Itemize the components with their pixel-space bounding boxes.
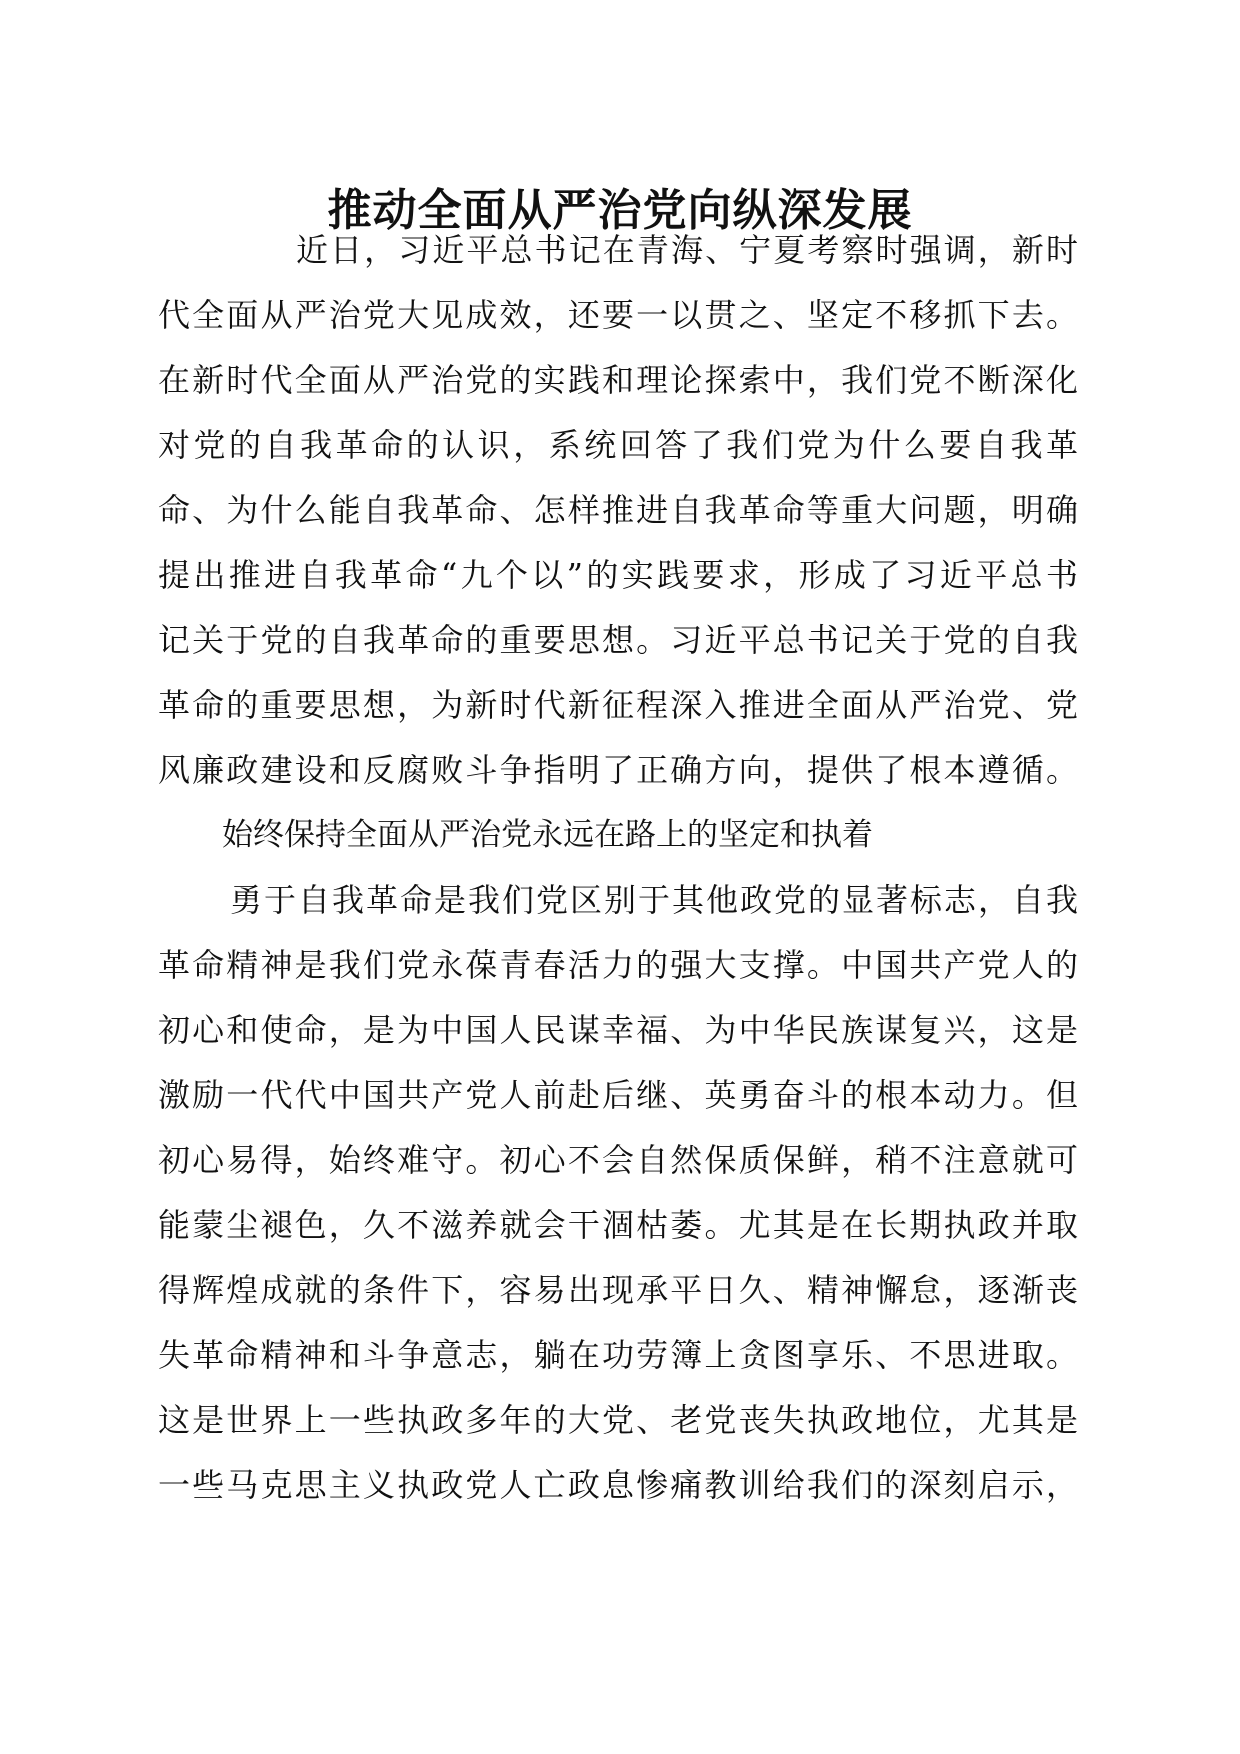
paragraph-2-line-1: 勇于自我革命是我们党区别于其他政党的显著标志，自我 bbox=[230, 881, 1078, 919]
paragraph-2-line-10: 一些马克思主义执政党人亡政息惨痛教训给我们的深刻启示， bbox=[158, 1466, 1078, 1504]
paragraph-1-line-1: 近日，习近平总书记在青海、宁夏考察时强调，新时 bbox=[296, 231, 1078, 269]
paragraph-2-line-2: 革命精神是我们党永葆青春活力的强大支撑。中国共产党人的 bbox=[158, 946, 1078, 984]
paragraph-2-line-6: 能蒙尘褪色，久不滋养就会干涸枯萎。尤其是在长期执政并取 bbox=[158, 1206, 1078, 1244]
paragraph-2-line-5: 初心易得，始终难守。初心不会自然保质保鲜，稍不注意就可 bbox=[158, 1141, 1078, 1179]
paragraph-1-line-7: 记关于党的自我革命的重要思想。习近平总书记关于党的自我 bbox=[158, 621, 1078, 659]
paragraph-2-line-7: 得辉煌成就的条件下，容易出现承平日久、精神懈怠，逐渐丧 bbox=[158, 1271, 1078, 1309]
document-title: 推动全面从严治党向纵深发展 bbox=[327, 185, 913, 236]
paragraph-2-line-9: 这是世界上一些执政多年的大党、老党丧失执政地位，尤其是 bbox=[158, 1401, 1078, 1439]
paragraph-2-line-8: 失革命精神和斗争意志，躺在功劳簿上贪图享乐、不思进取。 bbox=[158, 1336, 1078, 1374]
paragraph-1-line-6: 提出推进自我革命“九个以”的实践要求，形成了习近平总书 bbox=[158, 556, 1078, 594]
paragraph-2-line-3: 初心和使命，是为中国人民谋幸福、为中华民族谋复兴，这是 bbox=[158, 1011, 1078, 1049]
paragraph-1-line-8: 革命的重要思想，为新时代新征程深入推进全面从严治党、党 bbox=[158, 686, 1078, 724]
paragraph-1-line-2: 代全面从严治党大见成效，还要一以贯之、坚定不移抓下去。 bbox=[158, 296, 1078, 334]
paragraph-1-line-9: 风廉政建设和反腐败斗争指明了正确方向，提供了根本遵循。 bbox=[158, 751, 1078, 789]
paragraph-2-line-4: 激励一代代中国共产党人前赴后继、英勇奋斗的根本动力。但 bbox=[158, 1076, 1078, 1114]
paragraph-1-line-3: 在新时代全面从严治党的实践和理论探索中，我们党不断深化 bbox=[158, 361, 1078, 399]
paragraph-1-line-4: 对党的自我革命的认识，系统回答了我们党为什么要自我革 bbox=[158, 426, 1078, 464]
section-subheading: 始终保持全面从严治党永远在路上的坚定和执着 bbox=[222, 817, 873, 853]
paragraph-1-line-5: 命、为什么能自我革命、怎样推进自我革命等重大问题，明确 bbox=[158, 491, 1078, 529]
